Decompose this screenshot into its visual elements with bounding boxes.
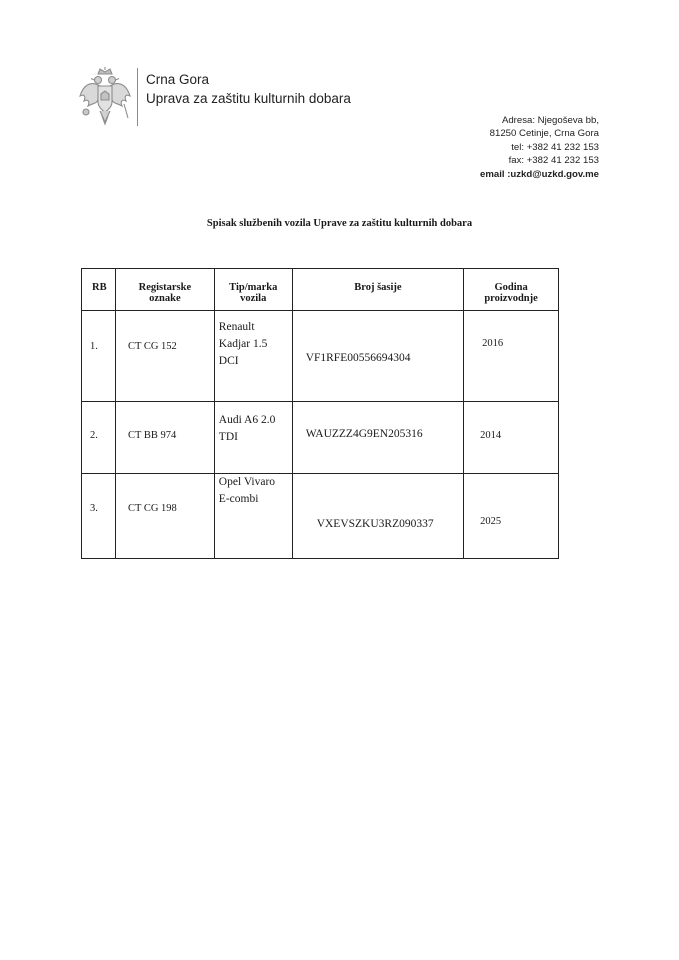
cell-rb	[82, 311, 116, 402]
document-title: Spisak službenih vozila Uprave za zaštitu kulturnih dobara	[206, 218, 473, 229]
cell-year-text: 2016	[482, 338, 504, 349]
column-header-year-line2: proizvodnje	[484, 293, 538, 304]
address-line-2: 81250 Cetinje, Crna Gora	[489, 128, 599, 140]
cell-registration	[115, 402, 214, 474]
cell-type-text	[219, 319, 268, 370]
cell-year	[464, 311, 559, 402]
column-header-registration-line1: Registarske	[138, 282, 192, 293]
column-header-year-line1: Godina	[494, 282, 528, 293]
cell-vin	[292, 311, 463, 402]
cell-rb-text: 3.	[90, 503, 98, 514]
cell-rb	[82, 474, 116, 559]
vehicles-table	[81, 268, 559, 559]
cell-type-line: TDI	[218, 431, 238, 443]
cell-type	[214, 402, 292, 474]
cell-vin	[292, 402, 463, 474]
organization-name	[146, 70, 351, 108]
cell-registration-text: CT CG 152	[127, 341, 177, 352]
cell-type-line: E-combi	[218, 493, 259, 505]
column-header-type-line2: vozila	[240, 293, 267, 304]
column-header-rb: RB	[82, 269, 116, 311]
fax: fax: +382 41 232 153	[508, 155, 599, 167]
table-row	[82, 474, 559, 559]
cell-type-line: Audi A6 2.0	[218, 414, 276, 426]
country-name: Crna Gora	[146, 72, 210, 87]
cell-type-text	[219, 474, 275, 508]
cell-type	[214, 311, 292, 402]
header-divider	[137, 68, 138, 126]
cell-year	[464, 474, 559, 559]
cell-registration	[115, 474, 214, 559]
cell-type-line: Opel Vivaro	[218, 476, 276, 488]
cell-type-line: Renault	[218, 321, 255, 333]
column-header-registration	[115, 269, 214, 311]
address-line-1: Adresa: Njegoševa bb,	[501, 115, 599, 126]
cell-registration-text: CT CG 198	[127, 503, 177, 514]
cell-year-text: 2025	[480, 516, 502, 527]
table-row	[82, 311, 559, 402]
cell-type-line: DCI	[218, 355, 239, 367]
cell-type	[214, 474, 292, 559]
montenegro-coat-of-arms-icon	[78, 66, 132, 128]
cell-type-line: Kadjar 1.5	[218, 338, 268, 350]
cell-vin-text: VXEVSZKU3RZ090337	[316, 518, 434, 530]
column-header-type	[214, 269, 292, 311]
contact-block	[480, 114, 599, 181]
cell-year	[464, 402, 559, 474]
telephone: tel: +382 41 232 153	[511, 141, 599, 153]
column-header-vin: Broj šasije	[292, 269, 463, 311]
cell-rb-text: 1.	[90, 341, 98, 352]
cell-rb	[82, 402, 116, 474]
column-header-year	[464, 269, 559, 311]
cell-vin-text: WAUZZZ4G9EN205316	[305, 428, 423, 440]
column-header-registration-line2: oznake	[149, 293, 181, 304]
table-row	[82, 402, 559, 474]
cell-rb-text: 2.	[90, 430, 98, 441]
cell-year-text: 2014	[480, 430, 502, 441]
cell-registration	[115, 311, 214, 402]
cell-type-text	[219, 412, 276, 446]
cell-vin-text: VF1RFE00556694304	[305, 352, 411, 364]
agency-name: Uprava za zaštitu kulturnih dobara	[146, 91, 351, 106]
cell-registration-text: CT BB 974	[127, 430, 177, 441]
column-header-type-line1: Tip/marka	[229, 282, 278, 293]
table-header-row	[82, 269, 559, 311]
email-link[interactable]: email :uzkd@uzkd.gov.me	[480, 168, 599, 180]
cell-vin	[292, 474, 463, 559]
